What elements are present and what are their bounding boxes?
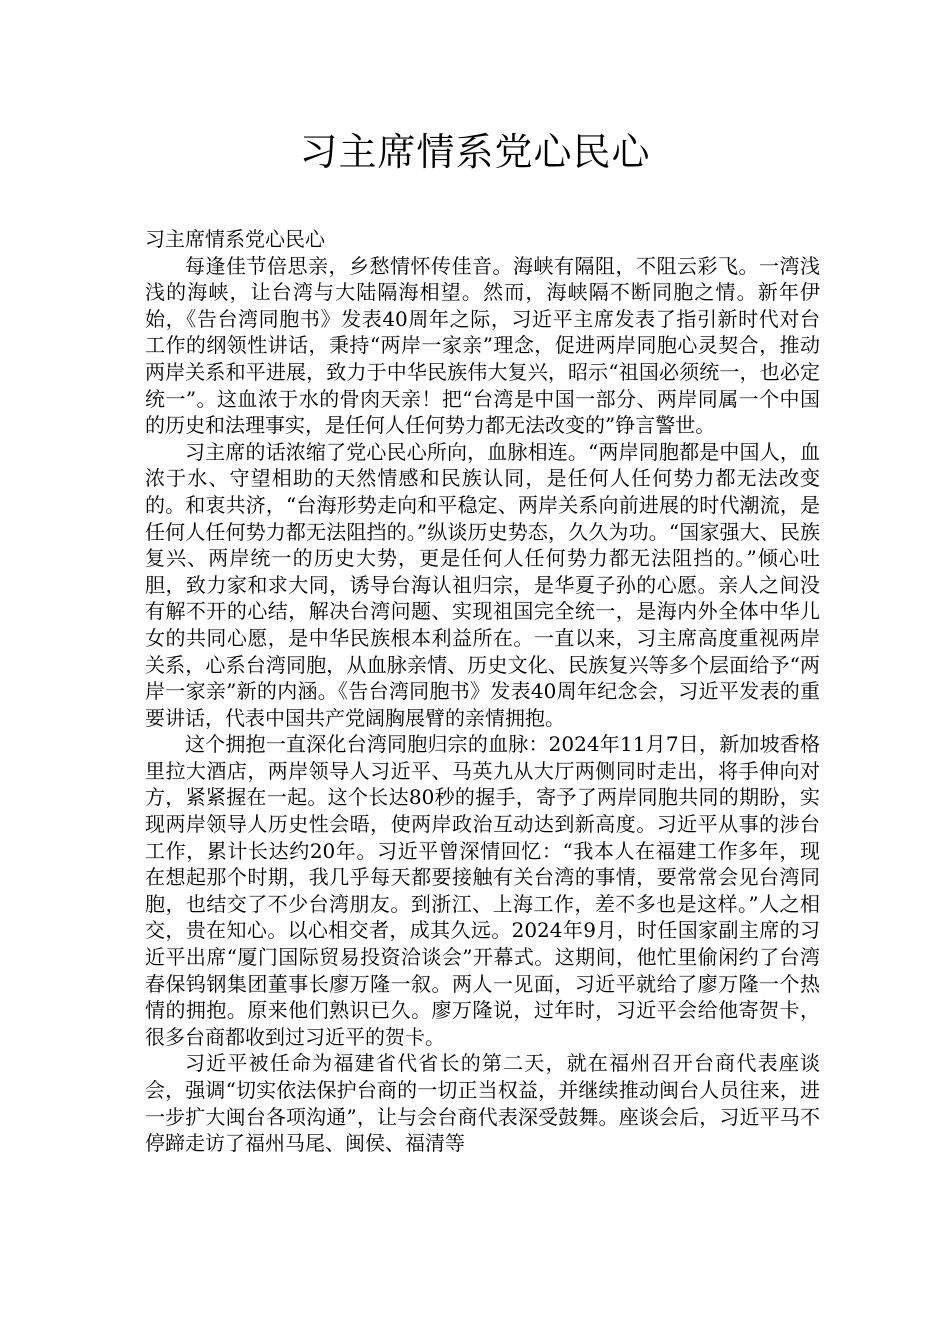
paragraph-4: 习近平被任命为福建省代省长的第二天，就在福州召开台商代表座谈会，强调“切实依法保护台商的一切正当权益，并继续推动闽台人员往来，进一步扩大闽台各项沟通”，让与会台商代表深受鼓舞。座谈会后，习近平马不停蹄走访了福州马尾、闽侯、福清等 (145, 1051, 820, 1156)
paragraph-1: 每逢佳节倍思亲，乡愁情怀传佳音。海峡有隔阻，不阻云彩飞。一湾浅浅的海峡，让台湾与大陆隔海相望。然而，海峡隔不断同胞之情。新年伊始，《告台湾同胞书》发表40周年之际，习近平主席发表了指引新时代对台工作的纲领性讲话，秉持“两岸一家亲”理念，促进两岸同胞心灵契合，推动两岸关系和平进展，致力于中华民族伟大复兴，昭示“祖国必须统一，也必定统一”。这血浓于水的骨肉天亲！把“台湾是中国一部分、两岸同属一个中国的历史和法理事实，是任何人任何势力都无法改变的”铮言警世。 (145, 253, 820, 438)
paragraph-3: 这个拥抱一直深化台湾同胞归宗的血脉：2024年11月7日，新加坡香格里拉大酒店，两岸领导人习近平、马英九从大厅两侧同时走出，将手伸向对方，紧紧握在一起。这个长达80秒的握手，寄予了两岸同胞共同的期盼，实现两岸领导人历史性会晤，使两岸政治互动达到新高度。习近平从事的涉台工作，累计长达约20年。习近平曾深情回忆：“我本人在福建工作多年，现在想起那个时期，我几乎每天都要接触有关台湾的事情，要常常会见台湾同胞，也结交了不少台湾朋友。到浙江、上海工作，差不多也是这样。”人之相交，贵在知心。以心相交者，成其久远。2024年9月，时任国家副主席的习近平出席“厦门国际贸易投资洽谈会”开幕式。这期间，他忙里偷闲约了台湾春保钨钢集团董事长廖万隆一叙。两人一见面，习近平就给了廖万隆一个热情的拥抱。原来他们熟识已久。廖万隆说，过年时，习近平会给他寄贺卡，很多台商都收到过习近平的贺卡。 (145, 732, 820, 1049)
document-title: 习主席情系党心民心 (299, 130, 651, 174)
document-subtitle: 习主席情系党心民心 (145, 227, 325, 251)
document-body (145, 226, 820, 1157)
paragraph-2: 习主席的话浓缩了党心民心所向，血脉相连。“两岸同胞都是中国人，血浓于水、守望相助的天然情感和民族认同，是任何人任何势力都无法改变的。和衷共济，“台海形势走向和平稳定、两岸关系向前进展的时代潮流，是任何人任何势力都无法阻挡的。”纵谈历史势态，久久为功。“国家强大、民族复兴、两岸统一的历史大势，更是任何人任何势力都无法阻挡的。”倾心吐胆，致力家和求大同，诱导台海认祖归宗，是华夏子孙的心愿。亲人之间没有解不开的心结，解决台湾问题、实现祖国完全统一，是海内外全体中华儿女的共同心愿，是中华民族根本利益所在。一直以来，习主席高度重视两岸关系，心系台湾同胞，从血脉亲情、历史文化、民族复兴等多个层面给予“两岸一家亲”新的内涵。《告台湾同胞书》发表40周年纪念会，习近平发表的重要讲话，代表中国共产党阔胸展臂的亲情拥抱。 (145, 439, 820, 730)
